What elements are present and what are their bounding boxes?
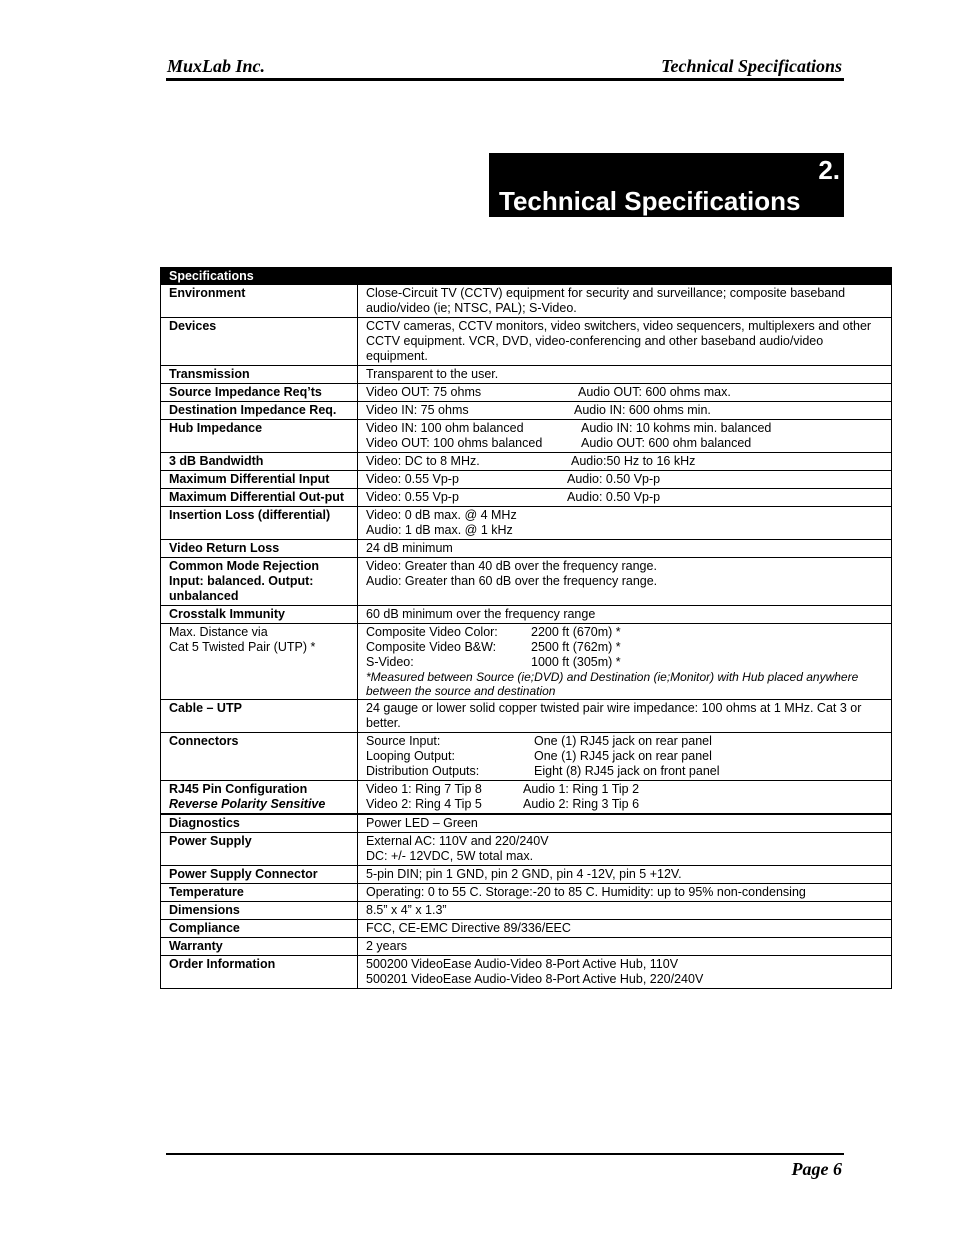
- chapter-title: Technical Specifications: [499, 186, 801, 216]
- spec-value: [358, 402, 892, 420]
- table-row: [161, 884, 892, 902]
- spec-value-pair-right: One (1) RJ45 jack on rear panel: [534, 749, 712, 763]
- spec-label-text: Dimensions: [169, 903, 240, 917]
- spec-label-text: Devices: [169, 319, 217, 333]
- spec-value-pair-right: Audio IN: 10 kohms min. balanced: [581, 421, 772, 435]
- spec-value-line: Video: Greater than 40 dB over the frequency range.: [366, 559, 657, 573]
- spec-value-line: Transparent to the user.: [366, 367, 499, 381]
- spec-value: [358, 558, 892, 606]
- table-row: [161, 558, 892, 606]
- spec-value-line: CCTV cameras, CCTV monitors, video switchers, video sequencers, multiplexers and other CCTV equipment. VCR, DVD, video-conferencing and other baseband audio/video equipment.: [366, 319, 872, 363]
- spec-label: [161, 833, 358, 866]
- spec-value-pair-left: Source Input:: [366, 734, 441, 748]
- spec-value-line: 5-pin DIN; pin 1 GND, pin 2 GND, pin 4 -12V, pin 5 +12V.: [366, 867, 682, 881]
- table-row: [161, 384, 892, 402]
- spec-value-pair: [366, 472, 883, 487]
- spec-label: [161, 781, 358, 815]
- spec-label-text: Connectors: [169, 734, 239, 748]
- spec-value: [358, 507, 892, 540]
- spec-value-pair: [366, 403, 883, 418]
- spec-label: [161, 471, 358, 489]
- table-row: [161, 920, 892, 938]
- spec-label: [161, 956, 358, 989]
- spec-value: [358, 366, 892, 384]
- table-row: [161, 507, 892, 540]
- spec-label: [161, 938, 358, 956]
- spec-value-pair-right: Audio OUT: 600 ohm balanced: [581, 436, 752, 450]
- spec-value: [358, 285, 892, 318]
- spec-value-pair-right: 2500 ft (762m) *: [531, 640, 621, 654]
- spec-value-pair: [366, 734, 883, 749]
- spec-value-pair-left: Video IN: 75 ohms: [366, 403, 469, 417]
- table-heading-filler: [358, 268, 892, 285]
- spec-label-text: Transmission: [169, 367, 250, 381]
- spec-value-pair: [366, 764, 883, 779]
- spec-value-pair: [366, 421, 883, 436]
- spec-label-text: Cable – UTP: [169, 701, 242, 715]
- spec-label-text: Maximum Differential Out-put: [169, 490, 345, 504]
- spec-label: [161, 902, 358, 920]
- spec-value-line: 24 dB minimum: [366, 541, 453, 555]
- spec-label-text: Destination Impedance Req.: [169, 403, 337, 417]
- spec-label-text: Compliance: [169, 921, 240, 935]
- spec-value: [358, 318, 892, 366]
- spec-label-text: Power Supply Connector: [169, 867, 318, 881]
- spec-value-pair-right: Audio:50 Hz to 16 kHz: [571, 454, 696, 468]
- table-row: [161, 453, 892, 471]
- spec-value-pair-left: S-Video:: [366, 655, 414, 669]
- spec-footnote: *Measured between Source (ie;DVD) and Destination (ie;Monitor) with Hub placed anywhere between the source and destination: [366, 670, 859, 698]
- spec-value-pair-left: Video IN: 100 ohm balanced: [366, 421, 524, 435]
- spec-value: [358, 781, 892, 815]
- spec-label-text: Common Mode Rejection Input: balanced. Output: unbalanced: [169, 559, 320, 603]
- spec-label-line: Cat 5 Twisted Pair (UTP) *: [169, 640, 316, 654]
- spec-sublabel: Reverse Polarity Sensitive: [169, 797, 326, 811]
- table-row: [161, 700, 892, 733]
- spec-label: [161, 700, 358, 733]
- spec-value-line: Close-Circuit TV (CCTV) equipment for security and surveillance; composite baseband audio/video (ie; NTSC, PAL); S-Video.: [366, 286, 846, 315]
- header-section-title: Technical Specifications: [661, 56, 842, 76]
- spec-label: [161, 453, 358, 471]
- spec-value-line: Audio: Greater than 60 dB over the frequency range.: [366, 574, 658, 588]
- spec-value-line: Operating: 0 to 55 C. Storage:-20 to 85 C. Humidity: up to 95% non-condensing: [366, 885, 806, 899]
- table-row: [161, 318, 892, 366]
- table-row: [161, 606, 892, 624]
- spec-value-pair-right: Audio: 0.50 Vp-p: [567, 490, 661, 504]
- table-row: [161, 833, 892, 866]
- spec-value-pair-left: Video: 0.55 Vp-p: [366, 490, 459, 504]
- table-heading: Specifications: [161, 268, 358, 285]
- spec-label: [161, 920, 358, 938]
- spec-value: [358, 453, 892, 471]
- table-row: [161, 489, 892, 507]
- table-row: [161, 624, 892, 700]
- spec-value: [358, 624, 892, 700]
- spec-value-line: DC: +/- 12VDC, 5W total max.: [366, 849, 534, 863]
- header-company: MuxLab Inc.: [167, 56, 266, 76]
- spec-label-line: Max. Distance via: [169, 625, 268, 639]
- spec-value-pair-left: Video 2: Ring 4 Tip 5: [366, 797, 482, 811]
- spec-label: [161, 384, 358, 402]
- spec-value: [358, 833, 892, 866]
- spec-value: [358, 471, 892, 489]
- spec-label: [161, 814, 358, 833]
- spec-label: [161, 285, 358, 318]
- spec-value: [358, 420, 892, 453]
- spec-value-pair-left: Composite Video Color:: [366, 625, 498, 639]
- footer-rule: [166, 1153, 844, 1155]
- spec-value-pair: [366, 490, 883, 505]
- spec-label: [161, 733, 358, 781]
- spec-label-text: Environment: [169, 286, 246, 300]
- spec-value: [358, 866, 892, 884]
- spec-value: [358, 489, 892, 507]
- spec-value-pair-left: Video: 0.55 Vp-p: [366, 472, 459, 486]
- spec-value-pair: [366, 625, 883, 640]
- table-header-row: [161, 268, 892, 285]
- page-number: Page 6: [791, 1159, 842, 1179]
- spec-label: [161, 420, 358, 453]
- spec-label-text: Hub Impedance: [169, 421, 263, 435]
- table-row: [161, 733, 892, 781]
- spec-value-pair-right: Audio IN: 600 ohms min.: [574, 403, 711, 417]
- spec-label: [161, 606, 358, 624]
- table-row: [161, 781, 892, 815]
- spec-value-pair-left: Video: DC to 8 MHz.: [366, 454, 480, 468]
- chapter-heading: [489, 153, 844, 217]
- spec-label-text: 3 dB Bandwidth: [169, 454, 264, 468]
- spec-value-line: FCC, CE-EMC Directive 89/336/EEC: [366, 921, 571, 935]
- spec-value-line: 500200 VideoEase Audio-Video 8-Port Active Hub, 110V: [366, 957, 679, 971]
- spec-value-pair-right: Audio OUT: 600 ohms max.: [578, 385, 731, 399]
- spec-value: [358, 902, 892, 920]
- chapter-number: 2.: [818, 155, 840, 185]
- spec-value-pair-left: Video OUT: 75 ohms: [366, 385, 482, 399]
- spec-label-text: Video Return Loss: [169, 541, 280, 555]
- spec-value-pair: [366, 655, 883, 670]
- spec-value-line: Video: 0 dB max. @ 4 MHz: [366, 508, 517, 522]
- spec-value-line: 500201 VideoEase Audio-Video 8-Port Active Hub, 220/240V: [366, 972, 704, 986]
- spec-label: [161, 402, 358, 420]
- spec-label: [161, 558, 358, 606]
- spec-label: [161, 489, 358, 507]
- spec-label-text: RJ45 Pin Configuration: [169, 782, 308, 796]
- spec-value-pair-left: Looping Output:: [366, 749, 455, 763]
- spec-label-text: Source Impedance Req’ts: [169, 385, 322, 399]
- spec-value-line: Audio: 1 dB max. @ 1 kHz: [366, 523, 513, 537]
- spec-label-text: Order Information: [169, 957, 276, 971]
- table-row: [161, 402, 892, 420]
- spec-label: [161, 866, 358, 884]
- spec-value: [358, 540, 892, 558]
- spec-value-line: 24 gauge or lower solid copper twisted pair wire impedance: 100 ohms at 1 MHz. Cat 3 or better.: [366, 701, 862, 730]
- header-rule: [166, 78, 844, 81]
- spec-label: [161, 366, 358, 384]
- spec-value: [358, 920, 892, 938]
- spec-value-line: External AC: 110V and 220/240V: [366, 834, 549, 848]
- spec-value: [358, 814, 892, 833]
- spec-value-pair-right: 2200 ft (670m) *: [531, 625, 621, 639]
- table-row: [161, 471, 892, 489]
- spec-value-pair: [366, 385, 883, 400]
- specifications-table: [160, 267, 892, 989]
- spec-value-line: 60 dB minimum over the frequency range: [366, 607, 596, 621]
- spec-value-pair: [366, 749, 883, 764]
- spec-value: [358, 938, 892, 956]
- spec-value-pair-right: One (1) RJ45 jack on rear panel: [534, 734, 712, 748]
- spec-value-pair-right: Audio 2: Ring 3 Tip 6: [523, 797, 640, 811]
- spec-label: [161, 507, 358, 540]
- table-row: [161, 366, 892, 384]
- spec-value-pair-left: Distribution Outputs:: [366, 764, 480, 778]
- spec-label: [161, 624, 358, 700]
- spec-value-pair: [366, 436, 883, 451]
- spec-value: [358, 884, 892, 902]
- spec-value-line: 2 years: [366, 939, 407, 953]
- spec-label-text: Power Supply: [169, 834, 252, 848]
- spec-label-text: Insertion Loss (differential): [169, 508, 331, 522]
- spec-value-pair: [366, 454, 883, 469]
- table-row: [161, 956, 892, 989]
- spec-value-pair-left: Composite Video B&W:: [366, 640, 497, 654]
- spec-value-pair-right: 1000 ft (305m) *: [531, 655, 621, 669]
- spec-value-pair-right: Eight (8) RJ45 jack on front panel: [534, 764, 720, 778]
- spec-value-pair: [366, 640, 883, 655]
- spec-label: [161, 318, 358, 366]
- table-row: [161, 938, 892, 956]
- spec-label-text: Crosstalk Immunity: [169, 607, 286, 621]
- spec-label: [161, 884, 358, 902]
- spec-value-pair: [366, 797, 883, 812]
- spec-value: [358, 606, 892, 624]
- spec-label-text: Diagnostics: [169, 816, 240, 830]
- spec-label: [161, 540, 358, 558]
- table-row: [161, 540, 892, 558]
- spec-value: [358, 700, 892, 733]
- spec-value-pair: [366, 782, 883, 797]
- spec-label-text: Warranty: [169, 939, 223, 953]
- spec-value-pair-left: Video OUT: 100 ohms balanced: [366, 436, 543, 450]
- spec-label-text: Maximum Differential Input: [169, 472, 330, 486]
- table-row: [161, 902, 892, 920]
- spec-value: [358, 384, 892, 402]
- spec-label-text: Temperature: [169, 885, 244, 899]
- spec-value: [358, 733, 892, 781]
- spec-value-line: 8.5” x 4” x 1.3”: [366, 903, 447, 917]
- table-row: [161, 285, 892, 318]
- table-row: [161, 420, 892, 453]
- table-row: [161, 866, 892, 884]
- table-row: [161, 814, 892, 833]
- spec-value-pair-right: Audio: 0.50 Vp-p: [567, 472, 661, 486]
- spec-value-pair-left: Video 1: Ring 7 Tip 8: [366, 782, 482, 796]
- spec-value-pair-right: Audio 1: Ring 1 Tip 2: [523, 782, 640, 796]
- spec-value: [358, 956, 892, 989]
- spec-value-line: Power LED – Green: [366, 816, 478, 830]
